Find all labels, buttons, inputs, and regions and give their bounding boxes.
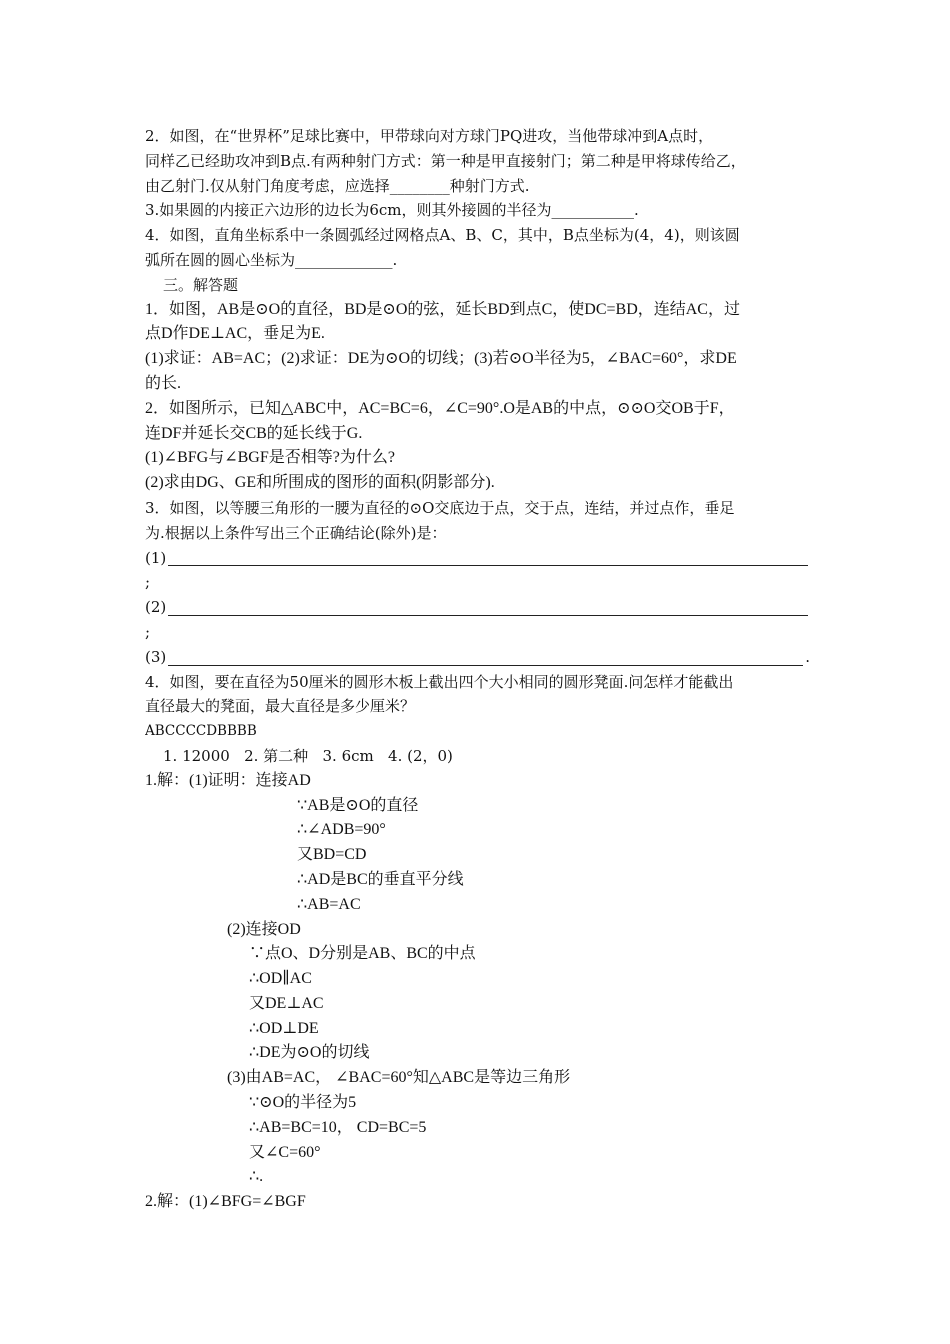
solution1-a3: 又BD=CD — [297, 846, 367, 864]
fill-q3-line1: 3.如果圆的内接正六边形的边长为6cm，则其外接圆的半径为___________. — [145, 201, 639, 220]
problem1-line3: (1)求证：AB=AC；(2)求证：DE为⊙O的切线；(3)若⊙O半径为5，∠BAC=60°，求DE — [145, 350, 737, 368]
solution1-b1: ∵点O、D分别是AB、BC的中点 — [249, 945, 476, 963]
blank-3-label: (3) — [145, 647, 167, 666]
solution1-b3: 又DE⊥AC — [249, 994, 324, 1012]
solution1-c2: ∴AB=BC=10， CD=BC=5 — [249, 1118, 427, 1136]
fill-q2-line3: 由乙射门.仅从射门角度考虑，应选择________种射门方式. — [145, 176, 530, 195]
problem3-line1: 3．如图，以等腰三角形的一腰为直径的⊙O交底边于点，交于点，连结，并过点作，垂足 — [145, 498, 735, 517]
fill-q4-line1: 4．如图，直角坐标系中一条圆弧经过网格点A、B、C，其中，B点坐标为(4，4)，则该圆 — [145, 226, 740, 245]
document-content — [145, 124, 810, 1215]
answer-blank-2 — [145, 595, 810, 620]
solution1-c1: ∵⊙O的半径为5 — [249, 1094, 357, 1112]
blank-2-end: ; — [145, 622, 151, 641]
answers-choice: ABCCCCDBBBB — [145, 723, 257, 740]
solution1-b2: ∴OD∥AC — [249, 970, 312, 988]
problem4-line1: 4．如图，要在直径为50厘米的圆形木板上截出四个大小相同的圆形凳面.问怎样才能截出 — [145, 672, 734, 691]
solution1-c4: ∴. — [249, 1168, 264, 1186]
solution1-a2: ∴∠ADB=90° — [297, 821, 386, 839]
problem4-line2: 直径最大的凳面，最大直径是多少厘米？ — [145, 697, 416, 716]
solution1-a4: ∴AD是BC的垂直平分线 — [297, 870, 464, 888]
answers-fill: 1. 12000 2. 第二种 3. 6cm 4. (2，0) — [163, 746, 453, 765]
solution1-b4: ∴OD⊥DE — [249, 1019, 319, 1037]
answer-blank-3 — [145, 645, 810, 670]
problem1-line1: 1．如图，AB是⊙O的直径，BD是⊙O的弦，延长BD到点C，使DC=BD，连结AC，过 — [145, 300, 740, 318]
fill-q2-line2: 同样乙已经助攻冲到B点.有两种射门方式：第一种是甲直接射门；第二种是甲将球传给乙， — [145, 151, 746, 170]
problem2-line1: 2．如图所示，已知△ABC中，AC=BC=6，∠C=90°.O是AB的中点，⊙⊙O交OB于F， — [145, 399, 735, 417]
solution2-head: 2.解：(1)∠BFG=∠BGF — [145, 1193, 306, 1211]
problem2-line2: 连DF并延长交CB的延长线于G. — [145, 424, 363, 442]
blank-1-end: ; — [145, 573, 151, 592]
blank-1-underline — [168, 548, 808, 566]
solution1-b5: ∴DE为⊙O的切线 — [249, 1044, 370, 1062]
blank-2-underline — [168, 598, 808, 616]
fill-q2-line1: 2．如图，在“世界杯”足球比赛中，甲带球向对方球门PQ进攻，当他带球冲到A点时， — [145, 127, 714, 145]
answer-blank-1 — [145, 546, 810, 571]
solution1-head: 1.解：(1)证明：连接AD — [145, 771, 311, 789]
section-title: 三。解答题 — [163, 275, 239, 294]
fill-q4-line2: 弧所在圆的圆心坐标为_____________. — [145, 250, 398, 269]
solution1-a5: ∴AB=AC — [297, 895, 361, 913]
blank-1-label: (1) — [145, 548, 167, 567]
problem3-line2: 为.根据以上条件写出三个正确结论(除外)是： — [145, 523, 447, 542]
problem1-line4: 的长. — [145, 374, 182, 392]
blank-3-end: . — [805, 647, 810, 666]
solution1-c0: (3)由AB=AC， ∠BAC=60°知△ABC是等边三角形 — [227, 1069, 571, 1087]
problem2-line4: (2)求由DG、GE和所围成的图形的面积(阴影部分). — [145, 474, 495, 492]
blank-3-underline — [168, 648, 803, 666]
problem1-line2: 点D作DE⊥AC，垂足为E. — [145, 325, 325, 343]
solution1-b0: (2)连接OD — [227, 920, 301, 938]
solution1-c3: 又∠C=60° — [249, 1143, 321, 1161]
problem2-line3: (1)∠BFG与∠BGF是否相等?为什么? — [145, 449, 395, 467]
solution1-a1: ∵AB是⊙O的直径 — [297, 796, 419, 814]
blank-2-label: (2) — [145, 598, 167, 617]
